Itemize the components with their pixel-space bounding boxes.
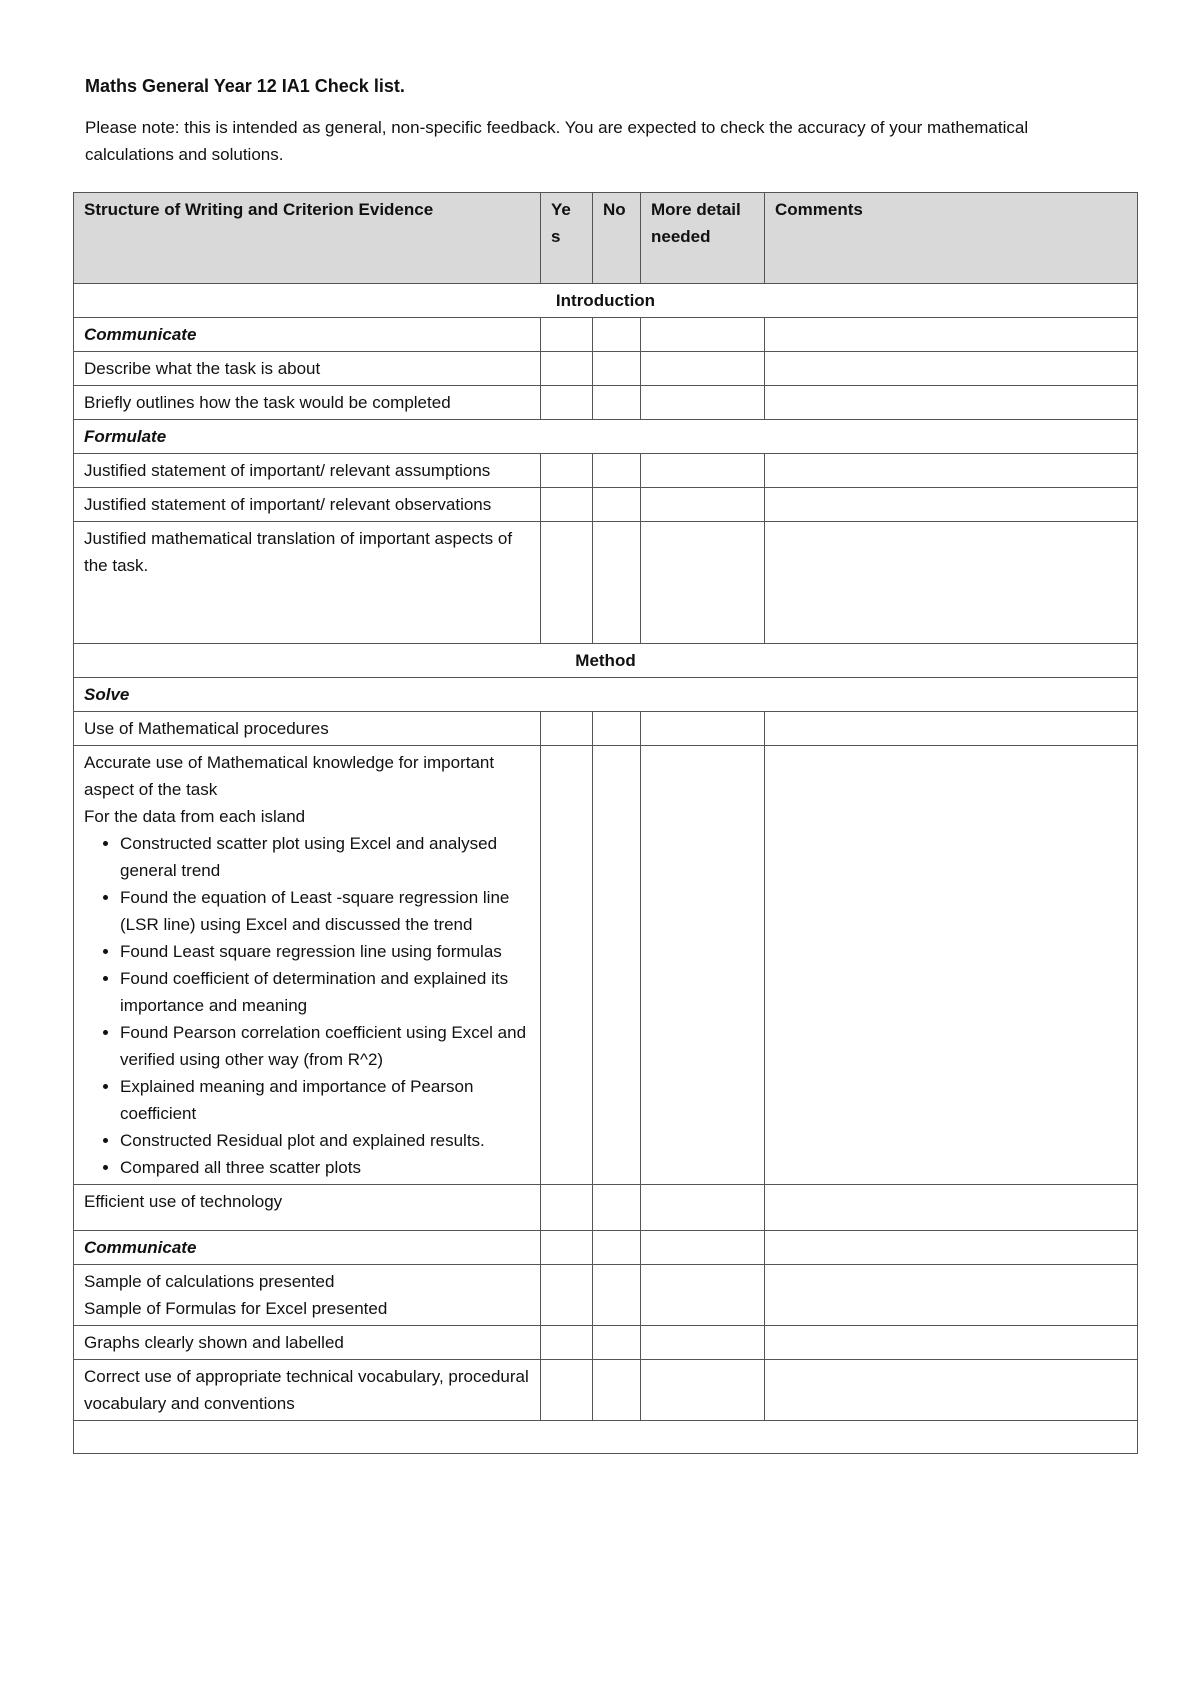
criterion-cell: Justified statement of important/ relevant assumptions xyxy=(74,454,541,488)
header-yes: Ye s xyxy=(541,193,593,284)
header-row xyxy=(74,193,1138,284)
comments-cell[interactable] xyxy=(765,712,1138,746)
no-cell[interactable] xyxy=(593,1265,641,1326)
yes-cell[interactable] xyxy=(541,318,593,352)
more-detail-cell[interactable] xyxy=(641,1326,765,1360)
table-row xyxy=(74,454,1138,488)
header-criterion: Structure of Writing and Criterion Evidence xyxy=(74,193,541,284)
comments-cell[interactable] xyxy=(765,352,1138,386)
yes-cell[interactable] xyxy=(541,1360,593,1421)
more-detail-cell[interactable] xyxy=(641,1360,765,1421)
comments-cell[interactable] xyxy=(765,1265,1138,1326)
criterion-text: Accurate use of Mathematical knowledge for important aspect of the task xyxy=(84,753,495,799)
criterion-text: For the data from each island xyxy=(84,807,306,826)
section-introduction xyxy=(74,284,1138,318)
header-comments: Comments xyxy=(765,193,1138,284)
more-detail-cell[interactable] xyxy=(641,488,765,522)
yes-cell[interactable] xyxy=(541,386,593,420)
more-detail-cell[interactable] xyxy=(641,1265,765,1326)
header-more-detail: More detail needed xyxy=(641,193,765,284)
criterion-cell: Justified statement of important/ relevant observations xyxy=(74,488,541,522)
yes-cell[interactable] xyxy=(541,352,593,386)
subheading-solve: Solve xyxy=(74,678,1138,712)
criterion-text: Sample of Formulas for Excel presented xyxy=(84,1299,388,1318)
criterion-cell: Correct use of appropriate technical vocabulary, procedural vocabulary and conventions xyxy=(74,1360,541,1421)
comments-cell[interactable] xyxy=(765,1360,1138,1421)
empty-cell xyxy=(74,1421,1138,1454)
yes-cell[interactable] xyxy=(541,1326,593,1360)
criterion-cell xyxy=(74,746,541,1185)
table-row xyxy=(74,386,1138,420)
yes-cell[interactable] xyxy=(541,454,593,488)
table-row xyxy=(74,1265,1138,1326)
feedback-note: Please note: this is intended as general, non-specific feedback. You are expected to check the accuracy of your mathematical calculations and solutions. xyxy=(85,118,1029,164)
no-cell[interactable] xyxy=(593,1231,641,1265)
criterion-cell: Briefly outlines how the task would be completed xyxy=(74,386,541,420)
comments-cell[interactable] xyxy=(765,386,1138,420)
no-cell[interactable] xyxy=(593,1185,641,1231)
subheading-row xyxy=(74,318,1138,352)
table-row xyxy=(74,712,1138,746)
criterion-cell: Justified mathematical translation of important aspects of the task. xyxy=(74,522,541,644)
no-cell[interactable] xyxy=(593,352,641,386)
more-detail-cell[interactable] xyxy=(641,454,765,488)
criterion-cell xyxy=(74,1265,541,1326)
more-detail-cell[interactable] xyxy=(641,318,765,352)
yes-cell[interactable] xyxy=(541,1231,593,1265)
no-cell[interactable] xyxy=(593,386,641,420)
comments-cell[interactable] xyxy=(765,522,1138,644)
list-item: • Constructed Residual plot and explained results. xyxy=(120,1127,530,1154)
bullet-list xyxy=(84,830,530,1181)
table-row xyxy=(74,1360,1138,1421)
list-item: • Constructed scatter plot using Excel and analysed general trend xyxy=(120,830,530,884)
comments-cell[interactable] xyxy=(765,454,1138,488)
no-cell[interactable] xyxy=(593,454,641,488)
table-row xyxy=(74,522,1138,644)
empty-row xyxy=(74,1421,1138,1454)
yes-cell[interactable] xyxy=(541,522,593,644)
table-row xyxy=(74,746,1138,1185)
yes-cell[interactable] xyxy=(541,488,593,522)
list-item: • Explained meaning and importance of Pearson coefficient xyxy=(120,1073,530,1127)
more-detail-cell[interactable] xyxy=(641,386,765,420)
subheading-communicate: Communicate xyxy=(74,318,541,352)
criterion-cell: Graphs clearly shown and labelled xyxy=(74,1326,541,1360)
subheading-communicate: Communicate xyxy=(74,1231,541,1265)
comments-cell[interactable] xyxy=(765,488,1138,522)
subheading-row xyxy=(74,420,1138,454)
criterion-cell: Efficient use of technology xyxy=(74,1185,541,1231)
page-title: Maths General Year 12 IA1 Check list. xyxy=(85,76,405,96)
no-cell[interactable] xyxy=(593,318,641,352)
no-cell[interactable] xyxy=(593,522,641,644)
criterion-cell: Describe what the task is about xyxy=(74,352,541,386)
list-item: • Found Pearson correlation coefficient using Excel and verified using other way (from R^2) xyxy=(120,1019,530,1073)
yes-cell[interactable] xyxy=(541,712,593,746)
header-no: No xyxy=(593,193,641,284)
subheading-formulate: Formulate xyxy=(74,420,1138,454)
section-method xyxy=(74,644,1138,678)
subheading-row xyxy=(74,678,1138,712)
no-cell[interactable] xyxy=(593,488,641,522)
more-detail-cell[interactable] xyxy=(641,1231,765,1265)
no-cell[interactable] xyxy=(593,1360,641,1421)
list-item: • Compared all three scatter plots xyxy=(120,1154,530,1181)
comments-cell[interactable] xyxy=(765,1326,1138,1360)
comments-cell[interactable] xyxy=(765,1185,1138,1231)
comments-cell[interactable] xyxy=(765,746,1138,1185)
comments-cell[interactable] xyxy=(765,318,1138,352)
no-cell[interactable] xyxy=(593,712,641,746)
more-detail-cell[interactable] xyxy=(641,712,765,746)
more-detail-cell[interactable] xyxy=(641,746,765,1185)
more-detail-cell[interactable] xyxy=(641,352,765,386)
yes-cell[interactable] xyxy=(541,1185,593,1231)
table-row xyxy=(74,1185,1138,1231)
no-cell[interactable] xyxy=(593,1326,641,1360)
table-row xyxy=(74,488,1138,522)
no-cell[interactable] xyxy=(593,746,641,1185)
criterion-cell: Use of Mathematical procedures xyxy=(74,712,541,746)
subheading-row xyxy=(74,1231,1138,1265)
checklist-table xyxy=(73,192,1138,1454)
criterion-text: Sample of calculations presented xyxy=(84,1272,335,1291)
yes-cell[interactable] xyxy=(541,1265,593,1326)
more-detail-cell[interactable] xyxy=(641,1185,765,1231)
more-detail-cell[interactable] xyxy=(641,522,765,644)
list-item: • Found Least square regression line using formulas xyxy=(120,938,530,965)
table-row xyxy=(74,1326,1138,1360)
section-title: Introduction xyxy=(74,284,1138,318)
yes-cell[interactable] xyxy=(541,746,593,1185)
comments-cell[interactable] xyxy=(765,1231,1138,1265)
list-item: • Found the equation of Least -square regression line (LSR line) using Excel and discussed the trend xyxy=(120,884,530,938)
list-item: • Found coefficient of determination and explained its importance and meaning xyxy=(120,965,530,1019)
table-row xyxy=(74,352,1138,386)
section-title: Method xyxy=(74,644,1138,678)
